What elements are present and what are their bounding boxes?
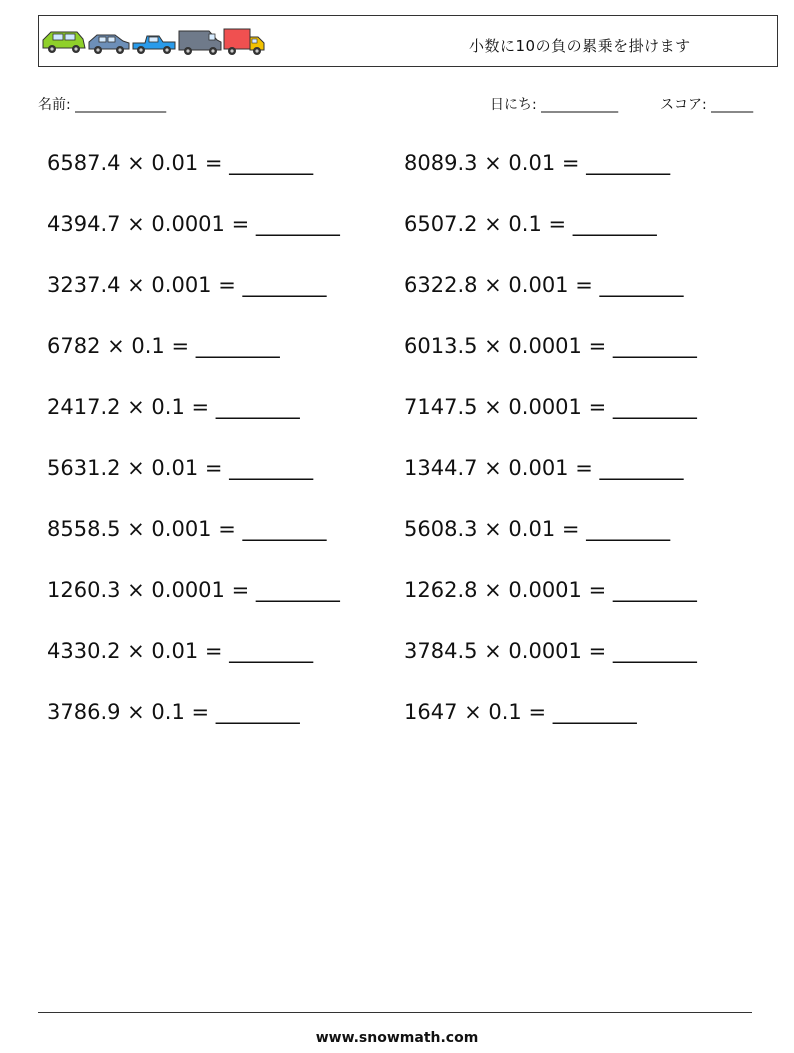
problem-left-2: 4394.7 × 0.0001 = ________ [47,212,340,236]
date-field: 日にち: ___________ [490,97,619,113]
problem-right-4: 6013.5 × 0.0001 = ________ [404,334,697,358]
problem-left-1: 6587.4 × 0.01 = ________ [47,151,314,175]
problem-left-5: 2417.2 × 0.1 = ________ [47,395,300,419]
problem-left-3: 3237.4 × 0.001 = ________ [47,273,327,297]
problem-right-10: 1647 × 0.1 = ________ [404,700,637,724]
pickup-truck-icon [133,36,175,54]
score-field: スコア: ______ [660,97,754,113]
problem-right-5: 7147.5 × 0.0001 = ________ [404,395,697,419]
name-field: 名前: _____________ [38,97,167,113]
problem-right-7: 5608.3 × 0.01 = ________ [404,517,671,541]
problem-right-9: 3784.5 × 0.0001 = ________ [404,639,697,663]
van-icon [179,31,221,55]
footer-divider [38,1012,752,1013]
problem-right-3: 6322.8 × 0.001 = ________ [404,273,684,297]
green-car-icon [43,32,85,53]
problem-left-10: 3786.9 × 0.1 = ________ [47,700,300,724]
delivery-truck-icon [224,29,264,55]
problem-right-6: 1344.7 × 0.001 = ________ [404,456,684,480]
problem-left-7: 8558.5 × 0.001 = ________ [47,517,327,541]
footer-url[interactable]: www.snowmath.com [315,1030,479,1046]
worksheet-title: 小数に10の負の累乗を掛けます [469,37,691,55]
problem-left-8: 1260.3 × 0.0001 = ________ [47,578,340,602]
vehicle-icons [41,26,267,56]
problem-left-9: 4330.2 × 0.01 = ________ [47,639,314,663]
header-box [38,15,778,67]
problem-right-1: 8089.3 × 0.01 = ________ [404,151,671,175]
problem-left-4: 6782 × 0.1 = ________ [47,334,280,358]
problem-right-2: 6507.2 × 0.1 = ________ [404,212,657,236]
blue-car-icon [89,35,129,54]
problem-right-8: 1262.8 × 0.0001 = ________ [404,578,697,602]
problem-left-6: 5631.2 × 0.01 = ________ [47,456,314,480]
